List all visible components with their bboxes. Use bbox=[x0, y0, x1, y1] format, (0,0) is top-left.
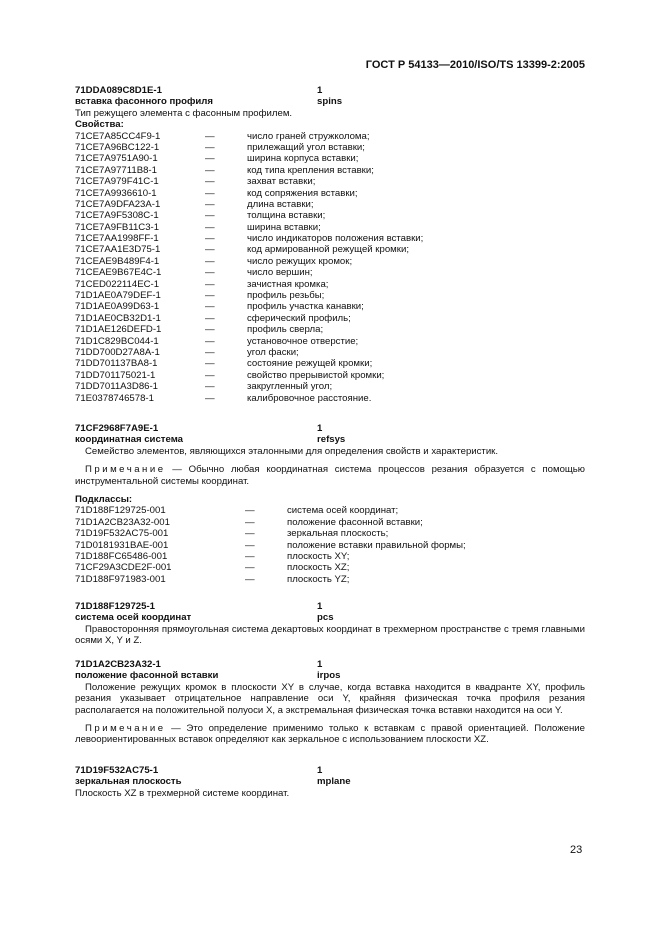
list-item bbox=[75, 222, 585, 233]
list-item bbox=[75, 551, 585, 562]
list-item bbox=[75, 131, 585, 142]
item-id: 71D1AE126DEFD-1 bbox=[75, 324, 162, 336]
item-label: закругленный угол; bbox=[247, 381, 333, 393]
dash: — bbox=[205, 358, 215, 370]
entry-id: 71D188F129725-1 bbox=[75, 601, 156, 612]
item-id: 71CE7A96BC122-1 bbox=[75, 141, 160, 153]
list-item bbox=[75, 153, 585, 164]
item-label: положение фасонной вставки; bbox=[287, 516, 423, 528]
item-label: плоскость XY; bbox=[287, 550, 350, 562]
list-title: Свойства: bbox=[75, 119, 124, 131]
dash: — bbox=[205, 233, 215, 245]
dash: — bbox=[205, 141, 215, 153]
item-label: положение вставки правильной формы; bbox=[287, 539, 466, 551]
entry-code: refsys bbox=[317, 434, 346, 446]
dash: — bbox=[205, 301, 215, 313]
dash: — bbox=[245, 505, 255, 517]
entry-refsys bbox=[75, 423, 585, 585]
subclasses-list bbox=[75, 505, 585, 585]
dash: — bbox=[205, 255, 215, 267]
list-item bbox=[75, 574, 585, 585]
item-label: код сопряжения вставки; bbox=[247, 187, 358, 199]
item-label: состояние режущей кромки; bbox=[247, 358, 373, 370]
item-label: толщина вставки; bbox=[247, 210, 326, 222]
item-id: 71D1C829BC044-1 bbox=[75, 335, 159, 347]
list-item bbox=[75, 313, 585, 324]
item-label: код типа крепления вставки; bbox=[247, 164, 374, 176]
list-item bbox=[75, 562, 585, 573]
item-label: число граней стружколома; bbox=[247, 130, 370, 142]
item-label: профиль участка канавки; bbox=[247, 301, 364, 313]
item-id: 71CE7A9FB11C3-1 bbox=[75, 221, 160, 233]
dash: — bbox=[205, 392, 215, 404]
note bbox=[75, 723, 585, 746]
list-item bbox=[75, 324, 585, 335]
item-id: 71DD701137BA8-1 bbox=[75, 358, 158, 370]
list-item bbox=[75, 279, 585, 290]
dash: — bbox=[205, 347, 215, 358]
entry-number: 1 bbox=[317, 85, 323, 96]
list-item bbox=[75, 142, 585, 153]
item-label: система осей координат; bbox=[287, 505, 399, 517]
item-label: прилежащий угол вставки; bbox=[247, 141, 365, 153]
dash: — bbox=[245, 516, 255, 528]
entry-description: Плоскость XZ в трехмерной системе координат. bbox=[75, 787, 290, 799]
item-id: 71CEAE9B489F4-1 bbox=[75, 255, 160, 267]
item-label: сферический профиль; bbox=[247, 312, 351, 324]
item-label: плоскость YZ; bbox=[287, 573, 350, 585]
item-label: установочное отверстие; bbox=[247, 335, 359, 347]
item-label: число режущих кромок; bbox=[247, 255, 353, 267]
item-label: число индикаторов положения вставки; bbox=[247, 233, 424, 245]
dash: — bbox=[205, 164, 215, 176]
list-item bbox=[75, 165, 585, 176]
item-label: ширина корпуса вставки; bbox=[247, 153, 359, 165]
list-item bbox=[75, 528, 585, 539]
item-id: 71D188F129725-001 bbox=[75, 505, 166, 517]
note-label: Примечание bbox=[85, 464, 166, 476]
item-id: 71CEAE9B67E4C-1 bbox=[75, 267, 162, 279]
list-item bbox=[75, 517, 585, 528]
dash: — bbox=[245, 562, 255, 574]
entry-name: координатная система bbox=[75, 434, 184, 446]
item-id: 71CE7A9DFA23A-1 bbox=[75, 198, 161, 210]
entry-name: зеркальная плоскость bbox=[75, 776, 182, 788]
entry-description: Тип режущего элемента с фасонным профилем. bbox=[75, 107, 293, 119]
dash: — bbox=[205, 244, 215, 256]
list-item bbox=[75, 244, 585, 255]
item-label: свойство прерывистой кромки; bbox=[247, 369, 385, 381]
dash: — bbox=[205, 198, 215, 210]
dash: — bbox=[205, 221, 215, 233]
item-label: число вершин; bbox=[247, 267, 313, 279]
page-number: 23 bbox=[570, 844, 583, 856]
entry-id: 71CF2968F7A9E-1 bbox=[75, 423, 159, 434]
item-id: 71D0181931BAE-001 bbox=[75, 539, 169, 551]
dash: — bbox=[205, 290, 215, 302]
note-text: — Обычно любая координатная система процессов резания образуется с помощью инструментальной системы координат. bbox=[75, 464, 585, 487]
item-id: 71CE7AA1998FF-1 bbox=[75, 233, 159, 245]
item-id: 71CE7AA1E3D75-1 bbox=[75, 244, 161, 256]
dash: — bbox=[205, 312, 215, 324]
item-label: зеркальная плоскость; bbox=[287, 528, 389, 540]
entry-spins bbox=[75, 85, 585, 404]
list-item bbox=[75, 301, 585, 312]
item-id: 71D1AE0CB32D1-1 bbox=[75, 312, 161, 324]
dash: — bbox=[245, 528, 255, 540]
item-label: длина вставки; bbox=[247, 198, 314, 210]
list-item bbox=[75, 347, 585, 358]
note-label: Примечание bbox=[85, 723, 166, 734]
entry-name: вставка фасонного профиля bbox=[75, 96, 213, 108]
list-item bbox=[75, 233, 585, 244]
item-label: профиль сверла; bbox=[247, 324, 324, 336]
list-item bbox=[75, 256, 585, 267]
entry-code: mplane bbox=[317, 776, 351, 788]
dash: — bbox=[205, 187, 215, 199]
list-item bbox=[75, 336, 585, 347]
entry-name: система осей координат bbox=[75, 612, 192, 624]
entry-description: Семейство элементов, являющихся эталонными для определения свойств и характеристик. bbox=[85, 445, 499, 457]
list-item bbox=[75, 370, 585, 381]
item-id: 71DD7011A3D86-1 bbox=[75, 381, 159, 393]
list-item bbox=[75, 381, 585, 392]
item-label: зачистная кромка; bbox=[247, 278, 329, 290]
properties-list bbox=[75, 131, 585, 404]
note-text: — Это определение применимо только к вставкам с правой ориентацией. Положение левоориентированных вставок определяют как зеркальное с использованием плоскости XZ. bbox=[75, 723, 585, 746]
dash: — bbox=[205, 267, 215, 279]
note bbox=[75, 464, 585, 487]
entry-name: положение фасонной вставки bbox=[75, 670, 219, 682]
dash: — bbox=[205, 381, 215, 393]
item-id: 71CE7A9751A90-1 bbox=[75, 153, 158, 165]
dash: — bbox=[205, 130, 215, 142]
list-item bbox=[75, 393, 585, 404]
entry-id: 71DDA089C8D1E-1 bbox=[75, 85, 162, 96]
dash: — bbox=[205, 210, 215, 222]
list-item bbox=[75, 505, 585, 516]
entry-description: Положение режущих кромок в плоскости XY в случае, когда вставка находится в квадранте XY, профиль резания указывает отрицательное направление оси Y, крайняя физическая точка профиля резания располагается на положительной полуоси X, а экстремальная физическая точка вставки находится на оси Y. bbox=[75, 681, 585, 716]
item-id: 71CE7A9F5308C-1 bbox=[75, 210, 159, 222]
item-id: 71CE7A979F41C-1 bbox=[75, 176, 159, 188]
entry-number: 1 bbox=[317, 423, 323, 434]
item-id: 71D188F971983-001 bbox=[75, 573, 166, 585]
item-id: 71D1AE0A79DEF-1 bbox=[75, 290, 161, 302]
item-id: 71CE7A97711B8-1 bbox=[75, 164, 157, 176]
item-label: ширина вставки; bbox=[247, 221, 321, 233]
entry-id: 71D19F532AC75-1 bbox=[75, 765, 159, 776]
entry-pcs bbox=[75, 601, 585, 647]
dash: — bbox=[245, 539, 255, 551]
entry-id: 71D1A2CB23A32-1 bbox=[75, 659, 161, 670]
entry-mplane bbox=[75, 765, 585, 799]
item-id: 71DD700D27A8A-1 bbox=[75, 347, 160, 358]
dash: — bbox=[245, 550, 255, 562]
dash: — bbox=[205, 278, 215, 290]
entry-number: 1 bbox=[317, 765, 323, 776]
list-item bbox=[75, 290, 585, 301]
entry-code: spins bbox=[317, 96, 343, 108]
entry-code: irpos bbox=[317, 670, 341, 682]
entry-irpos bbox=[75, 659, 585, 746]
item-id: 71E0378746578-1 bbox=[75, 392, 154, 404]
entry-description: Правосторонняя прямоугольная система декартовых координат в трехмерном пространстве с тремя главными осями X, Y и Z. bbox=[75, 623, 585, 647]
entry-code: pcs bbox=[317, 612, 334, 624]
dash: — bbox=[205, 176, 215, 188]
dash: — bbox=[205, 324, 215, 336]
item-id: 71D1AE0A99D63-1 bbox=[75, 301, 160, 313]
item-id: 71D1A2CB23A32-001 bbox=[75, 516, 170, 528]
item-id: 71CED022114EC-1 bbox=[75, 278, 160, 290]
list-item bbox=[75, 188, 585, 199]
item-label: захват вставки; bbox=[247, 176, 316, 188]
dash: — bbox=[205, 369, 215, 381]
dash: — bbox=[205, 153, 215, 165]
item-id: 71CE7A85CC4F9-1 bbox=[75, 130, 161, 142]
item-label: калибровочное расстояние. bbox=[247, 392, 372, 404]
item-label: код армированной режущей кромки; bbox=[247, 244, 409, 256]
dash: — bbox=[205, 335, 215, 347]
entry-number: 1 bbox=[317, 601, 323, 612]
dash: — bbox=[245, 573, 255, 585]
item-label: плоскость XZ; bbox=[287, 562, 350, 574]
list-title: Подклассы: bbox=[75, 494, 133, 505]
document-header: ГОСТ Р 54133—2010/ISO/TS 13399-2:2005 bbox=[365, 59, 585, 71]
entry-number: 1 bbox=[317, 659, 323, 670]
item-label: угол фаски; bbox=[247, 347, 299, 358]
item-id: 71CE7A9936610-1 bbox=[75, 187, 157, 199]
list-item bbox=[75, 540, 585, 551]
list-item bbox=[75, 267, 585, 278]
item-id: 71DD701175021-1 bbox=[75, 369, 156, 381]
list-item bbox=[75, 176, 585, 187]
item-id: 71D19F532AC75-001 bbox=[75, 528, 169, 540]
item-label: профиль резьбы; bbox=[247, 290, 325, 302]
list-item bbox=[75, 199, 585, 210]
item-id: 71D188FC65486-001 bbox=[75, 550, 168, 562]
item-id: 71CF29A3CDE2F-001 bbox=[75, 562, 172, 574]
list-item bbox=[75, 210, 585, 221]
list-item bbox=[75, 358, 585, 369]
